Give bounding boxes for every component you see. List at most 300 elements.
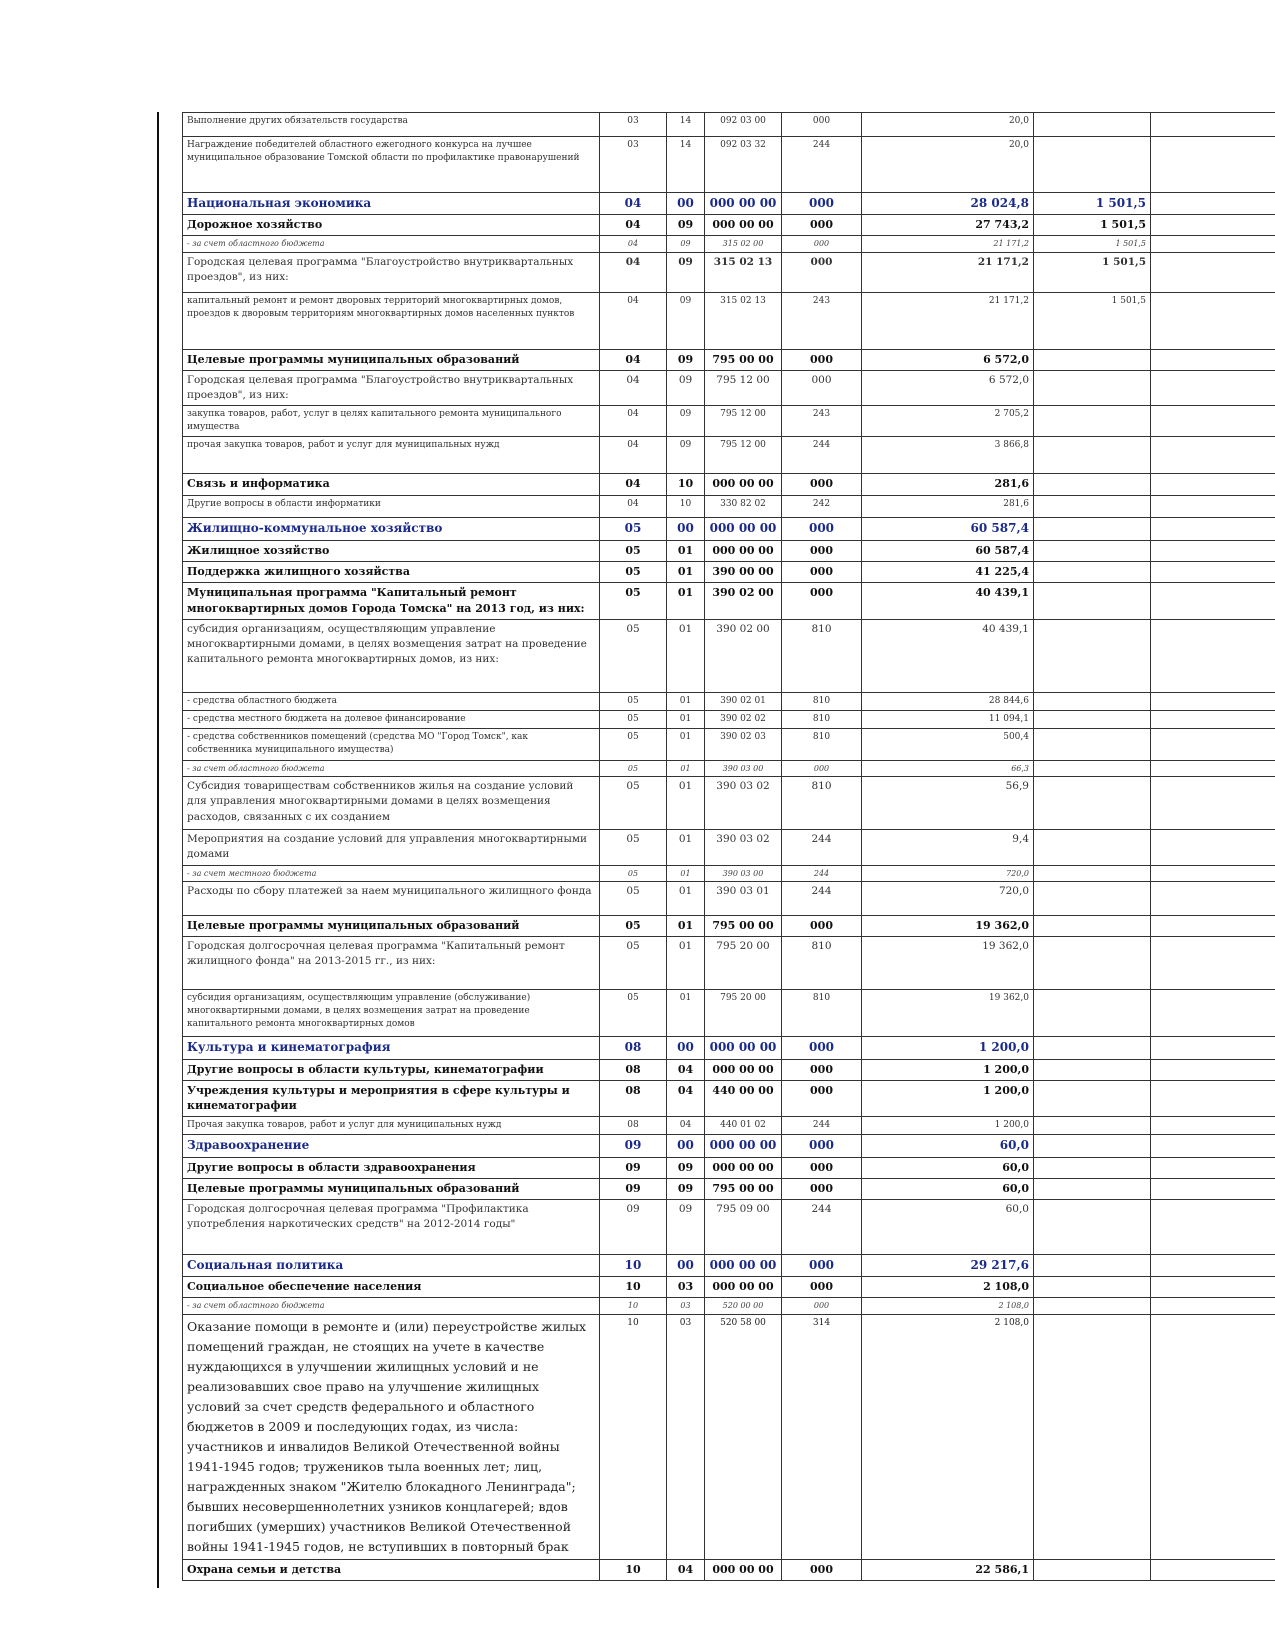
table-row xyxy=(183,370,1275,405)
expense-type-cell: 314 xyxy=(782,1314,862,1559)
empty-cell xyxy=(1151,1117,1275,1135)
expense-type-cell: 000 xyxy=(782,561,862,582)
amount-cell: 9,4 xyxy=(862,830,1034,865)
amount-secondary-cell xyxy=(1034,561,1151,582)
row-name-cell: Другие вопросы в области информатики xyxy=(183,496,600,518)
amount-cell: 11 094,1 xyxy=(862,710,1034,728)
subsection-code-cell: 01 xyxy=(667,582,705,619)
section-code-cell: 08 xyxy=(600,1080,667,1117)
amount-secondary-cell: 1 501,5 xyxy=(1034,236,1151,253)
target-article-cell: 795 00 00 xyxy=(705,916,782,937)
expense-type-cell: 810 xyxy=(782,990,862,1037)
section-code-cell: 04 xyxy=(600,292,667,349)
amount-cell: 21 171,2 xyxy=(862,252,1034,292)
target-article-cell: 520 00 00 xyxy=(705,1298,782,1315)
expense-type-cell: 000 xyxy=(782,349,862,370)
subsection-code-cell: 01 xyxy=(667,916,705,937)
empty-cell xyxy=(1151,1559,1275,1580)
amount-cell: 60,0 xyxy=(862,1178,1034,1199)
amount-secondary-cell: 1 501,5 xyxy=(1034,252,1151,292)
empty-cell xyxy=(1151,236,1275,253)
empty-cell xyxy=(1151,292,1275,349)
row-name-cell: - за счет областного бюджета xyxy=(183,236,600,253)
subsection-code-cell: 01 xyxy=(667,777,705,830)
section-code-cell: 05 xyxy=(600,692,667,710)
amount-cell: 500,4 xyxy=(862,728,1034,760)
table-row xyxy=(183,1559,1275,1580)
empty-cell xyxy=(1151,882,1275,916)
expense-type-cell: 000 xyxy=(782,1080,862,1117)
amount-cell: 281,6 xyxy=(862,474,1034,496)
table-row xyxy=(183,113,1275,137)
expense-type-cell: 244 xyxy=(782,1199,862,1254)
target-article-cell: 390 00 00 xyxy=(705,561,782,582)
expense-type-cell: 810 xyxy=(782,937,862,990)
expense-type-cell: 000 xyxy=(782,1298,862,1315)
amount-cell: 2 108,0 xyxy=(862,1314,1034,1559)
expense-type-cell: 000 xyxy=(782,1135,862,1157)
target-article-cell: 092 03 00 xyxy=(705,113,782,137)
row-name-cell: - средства собственников помещений (средства МО "Город Томск", как собственника муниципального имущества) xyxy=(183,728,600,760)
row-name-cell: - за счет областного бюджета xyxy=(183,760,600,777)
empty-cell xyxy=(1151,937,1275,990)
row-name-cell: Дорожное хозяйство xyxy=(183,215,600,236)
row-name-cell: Городская целевая программа "Благоустройство внутриквартальных проездов", из них: xyxy=(183,370,600,405)
section-code-cell: 05 xyxy=(600,518,667,540)
empty-cell xyxy=(1151,137,1275,193)
subsection-code-cell: 09 xyxy=(667,215,705,236)
subsection-code-cell: 03 xyxy=(667,1277,705,1298)
row-name-cell: Выполнение других обязательств государства xyxy=(183,113,600,137)
subsection-code-cell: 04 xyxy=(667,1117,705,1135)
budget-table xyxy=(182,112,1275,1581)
section-code-cell: 08 xyxy=(600,1059,667,1080)
section-code-cell: 08 xyxy=(600,1037,667,1059)
target-article-cell: 330 82 02 xyxy=(705,496,782,518)
amount-secondary-cell xyxy=(1034,882,1151,916)
table-row xyxy=(183,1157,1275,1178)
table-row xyxy=(183,1314,1275,1559)
amount-cell: 720,0 xyxy=(862,865,1034,882)
amount-secondary-cell xyxy=(1034,1199,1151,1254)
row-name-cell: Оказание помощи в ремонте и (или) переустройстве жилых помещений граждан, не стоящих на учете в качестве нуждающихся в улучшении жилищных условий и не реализовавших свое право на улучшение жилищных условий за счет средств федерального и областного бюджетов в 2009 и последующих годах, из числа: участников и инвалидов Великой Отечественной войны 1941-1945 годов; тружеников тыла военных лет; лиц, награжденных знаком "Жителю блокадного Ленинграда"; бывших несовершеннолетних узников концлагерей; вдов погибших (умерших) участников Великой Отечественной войны 1941-1945 годов, не вступивших в повторный брак xyxy=(183,1314,600,1559)
expense-type-cell: 000 xyxy=(782,1559,862,1580)
amount-secondary-cell xyxy=(1034,1080,1151,1117)
target-article-cell: 520 58 00 xyxy=(705,1314,782,1559)
empty-cell xyxy=(1151,540,1275,561)
amount-secondary-cell: 1 501,5 xyxy=(1034,292,1151,349)
empty-cell xyxy=(1151,1277,1275,1298)
amount-secondary-cell xyxy=(1034,728,1151,760)
target-article-cell: 000 00 00 xyxy=(705,518,782,540)
target-article-cell: 795 12 00 xyxy=(705,406,782,437)
expense-type-cell: 243 xyxy=(782,292,862,349)
amount-cell: 2 705,2 xyxy=(862,406,1034,437)
expense-type-cell: 000 xyxy=(782,518,862,540)
table-row xyxy=(183,137,1275,193)
empty-cell xyxy=(1151,496,1275,518)
row-name-cell: Муниципальная программа "Капитальный ремонт многоквартирных домов Города Томска" на 2013 год, из них: xyxy=(183,582,600,619)
expense-type-cell: 000 xyxy=(782,1254,862,1276)
section-code-cell: 05 xyxy=(600,830,667,865)
section-code-cell: 10 xyxy=(600,1277,667,1298)
section-code-cell: 04 xyxy=(600,193,667,215)
section-code-cell: 03 xyxy=(600,137,667,193)
amount-cell: 60,0 xyxy=(862,1199,1034,1254)
row-name-cell: Прочая закупка товаров, работ и услуг для муниципальных нужд xyxy=(183,1117,600,1135)
subsection-code-cell: 03 xyxy=(667,1298,705,1315)
amount-cell: 21 171,2 xyxy=(862,292,1034,349)
amount-secondary-cell xyxy=(1034,937,1151,990)
amount-secondary-cell xyxy=(1034,1298,1151,1315)
row-name-cell: Городская целевая программа "Благоустройство внутриквартальных проездов", из них: xyxy=(183,252,600,292)
subsection-code-cell: 01 xyxy=(667,882,705,916)
subsection-code-cell: 04 xyxy=(667,1080,705,1117)
amount-cell: 66,3 xyxy=(862,760,1034,777)
subsection-code-cell: 14 xyxy=(667,113,705,137)
target-article-cell: 390 02 03 xyxy=(705,728,782,760)
amount-secondary-cell xyxy=(1034,582,1151,619)
expense-type-cell: 242 xyxy=(782,496,862,518)
expense-type-cell: 000 xyxy=(782,370,862,405)
expense-type-cell: 000 xyxy=(782,113,862,137)
amount-secondary-cell xyxy=(1034,865,1151,882)
table-row xyxy=(183,937,1275,990)
empty-cell xyxy=(1151,1059,1275,1080)
expense-type-cell: 000 xyxy=(782,1277,862,1298)
row-name-cell: капитальный ремонт и ремонт дворовых территорий многоквартирных домов, проездов к дворовым территориям многоквартирных домов населенных пунктов xyxy=(183,292,600,349)
section-code-cell: 05 xyxy=(600,728,667,760)
row-name-cell: - за счет местного бюджета xyxy=(183,865,600,882)
empty-cell xyxy=(1151,582,1275,619)
section-code-cell: 08 xyxy=(600,1117,667,1135)
table-row xyxy=(183,474,1275,496)
table-row xyxy=(183,1298,1275,1315)
table-row xyxy=(183,865,1275,882)
empty-cell xyxy=(1151,437,1275,474)
empty-cell xyxy=(1151,619,1275,692)
section-code-cell: 05 xyxy=(600,916,667,937)
empty-cell xyxy=(1151,1178,1275,1199)
table-row xyxy=(183,728,1275,760)
amount-cell: 22 586,1 xyxy=(862,1559,1034,1580)
expense-type-cell: 244 xyxy=(782,437,862,474)
amount-secondary-cell xyxy=(1034,777,1151,830)
table-row xyxy=(183,1037,1275,1059)
target-article-cell: 000 00 00 xyxy=(705,540,782,561)
subsection-code-cell: 01 xyxy=(667,760,705,777)
amount-secondary-cell xyxy=(1034,1135,1151,1157)
amount-secondary-cell xyxy=(1034,760,1151,777)
expense-type-cell: 810 xyxy=(782,692,862,710)
amount-cell: 29 217,6 xyxy=(862,1254,1034,1276)
amount-cell: 40 439,1 xyxy=(862,582,1034,619)
empty-cell xyxy=(1151,406,1275,437)
section-code-cell: 04 xyxy=(600,437,667,474)
expense-type-cell: 810 xyxy=(782,728,862,760)
row-name-cell: Городская долгосрочная целевая программа "Профилактика употребления наркотических средств" на 2012-2014 годы" xyxy=(183,1199,600,1254)
table-row xyxy=(183,582,1275,619)
table-row xyxy=(183,518,1275,540)
expense-type-cell: 810 xyxy=(782,777,862,830)
amount-secondary-cell xyxy=(1034,349,1151,370)
table-row xyxy=(183,349,1275,370)
expense-type-cell: 244 xyxy=(782,830,862,865)
amount-secondary-cell xyxy=(1034,137,1151,193)
empty-cell xyxy=(1151,252,1275,292)
target-article-cell: 795 20 00 xyxy=(705,937,782,990)
empty-cell xyxy=(1151,692,1275,710)
expense-type-cell: 244 xyxy=(782,882,862,916)
target-article-cell: 000 00 00 xyxy=(705,1059,782,1080)
table-row xyxy=(183,830,1275,865)
row-name-cell: - средства местного бюджета на долевое финансирование xyxy=(183,710,600,728)
row-name-cell: Целевые программы муниципальных образований xyxy=(183,1178,600,1199)
table-row xyxy=(183,760,1275,777)
amount-secondary-cell xyxy=(1034,437,1151,474)
expense-type-cell: 000 xyxy=(782,582,862,619)
table-row xyxy=(183,437,1275,474)
row-name-cell: Другие вопросы в области здравоохранения xyxy=(183,1157,600,1178)
table-row xyxy=(183,1059,1275,1080)
budget-table-body xyxy=(183,113,1275,1581)
amount-cell: 2 108,0 xyxy=(862,1277,1034,1298)
amount-cell: 1 200,0 xyxy=(862,1037,1034,1059)
table-row xyxy=(183,1178,1275,1199)
row-name-cell: Жилищно-коммунальное хозяйство xyxy=(183,518,600,540)
amount-secondary-cell xyxy=(1034,1559,1151,1580)
amount-secondary-cell xyxy=(1034,496,1151,518)
subsection-code-cell: 10 xyxy=(667,496,705,518)
section-code-cell: 05 xyxy=(600,777,667,830)
section-code-cell: 04 xyxy=(600,349,667,370)
subsection-code-cell: 09 xyxy=(667,1157,705,1178)
table-row xyxy=(183,1277,1275,1298)
subsection-code-cell: 09 xyxy=(667,292,705,349)
subsection-code-cell: 10 xyxy=(667,474,705,496)
section-code-cell: 05 xyxy=(600,561,667,582)
subsection-code-cell: 04 xyxy=(667,1059,705,1080)
subsection-code-cell: 01 xyxy=(667,937,705,990)
empty-cell xyxy=(1151,113,1275,137)
subsection-code-cell: 09 xyxy=(667,1199,705,1254)
section-code-cell: 05 xyxy=(600,540,667,561)
amount-secondary-cell xyxy=(1034,1178,1151,1199)
section-code-cell: 04 xyxy=(600,406,667,437)
target-article-cell: 390 02 02 xyxy=(705,710,782,728)
amount-cell: 28 844,6 xyxy=(862,692,1034,710)
table-row xyxy=(183,1199,1275,1254)
amount-secondary-cell xyxy=(1034,1157,1151,1178)
subsection-code-cell: 01 xyxy=(667,710,705,728)
section-code-cell: 04 xyxy=(600,252,667,292)
row-name-cell: Социальная политика xyxy=(183,1254,600,1276)
target-article-cell: 000 00 00 xyxy=(705,1157,782,1178)
row-name-cell: Учреждения культуры и мероприятия в сфере культуры и кинематографии xyxy=(183,1080,600,1117)
section-code-cell: 05 xyxy=(600,882,667,916)
section-code-cell: 10 xyxy=(600,1314,667,1559)
row-name-cell: Здравоохранение xyxy=(183,1135,600,1157)
row-name-cell: Другие вопросы в области культуры, кинематографии xyxy=(183,1059,600,1080)
section-code-cell: 04 xyxy=(600,474,667,496)
subsection-code-cell: 09 xyxy=(667,406,705,437)
amount-secondary-cell xyxy=(1034,990,1151,1037)
row-name-cell: закупка товаров, работ, услуг в целях капитального ремонта муниципального имущества xyxy=(183,406,600,437)
section-code-cell: 03 xyxy=(600,113,667,137)
target-article-cell: 390 02 01 xyxy=(705,692,782,710)
empty-cell xyxy=(1151,1135,1275,1157)
amount-secondary-cell xyxy=(1034,370,1151,405)
amount-cell: 6 572,0 xyxy=(862,349,1034,370)
empty-cell xyxy=(1151,916,1275,937)
table-row xyxy=(183,1135,1275,1157)
row-name-cell: Охрана семьи и детства xyxy=(183,1559,600,1580)
section-code-cell: 05 xyxy=(600,990,667,1037)
table-row xyxy=(183,193,1275,215)
table-row xyxy=(183,692,1275,710)
subsection-code-cell: 09 xyxy=(667,437,705,474)
section-code-cell: 10 xyxy=(600,1254,667,1276)
target-article-cell: 000 00 00 xyxy=(705,1559,782,1580)
subsection-code-cell: 04 xyxy=(667,1559,705,1580)
section-code-cell: 10 xyxy=(600,1298,667,1315)
amount-cell: 21 171,2 xyxy=(862,236,1034,253)
row-name-cell: Целевые программы муниципальных образований xyxy=(183,916,600,937)
amount-cell: 41 225,4 xyxy=(862,561,1034,582)
amount-cell: 20,0 xyxy=(862,113,1034,137)
expense-type-cell: 000 xyxy=(782,215,862,236)
amount-secondary-cell xyxy=(1034,1277,1151,1298)
target-article-cell: 000 00 00 xyxy=(705,1135,782,1157)
target-article-cell: 390 03 02 xyxy=(705,777,782,830)
amount-secondary-cell xyxy=(1034,1254,1151,1276)
subsection-code-cell: 14 xyxy=(667,137,705,193)
amount-secondary-cell xyxy=(1034,1059,1151,1080)
amount-secondary-cell: 1 501,5 xyxy=(1034,215,1151,236)
amount-cell: 1 200,0 xyxy=(862,1080,1034,1117)
subsection-code-cell: 01 xyxy=(667,540,705,561)
empty-cell xyxy=(1151,865,1275,882)
target-article-cell: 390 03 00 xyxy=(705,865,782,882)
section-code-cell: 09 xyxy=(600,1178,667,1199)
section-code-cell: 10 xyxy=(600,1559,667,1580)
target-article-cell: 000 00 00 xyxy=(705,215,782,236)
table-row xyxy=(183,406,1275,437)
target-article-cell: 795 12 00 xyxy=(705,370,782,405)
amount-cell: 2 108,0 xyxy=(862,1298,1034,1315)
subsection-code-cell: 01 xyxy=(667,990,705,1037)
amount-secondary-cell xyxy=(1034,916,1151,937)
subsection-code-cell: 01 xyxy=(667,561,705,582)
empty-cell xyxy=(1151,728,1275,760)
table-row xyxy=(183,777,1275,830)
subsection-code-cell: 01 xyxy=(667,830,705,865)
empty-cell xyxy=(1151,193,1275,215)
empty-cell xyxy=(1151,1037,1275,1059)
expense-type-cell: 244 xyxy=(782,865,862,882)
empty-cell xyxy=(1151,215,1275,236)
amount-cell: 27 743,2 xyxy=(862,215,1034,236)
amount-secondary-cell xyxy=(1034,474,1151,496)
row-name-cell: Национальная экономика xyxy=(183,193,600,215)
target-article-cell: 000 00 00 xyxy=(705,193,782,215)
table-row xyxy=(183,882,1275,916)
amount-cell: 19 362,0 xyxy=(862,990,1034,1037)
section-code-cell: 05 xyxy=(600,760,667,777)
left-margin-rule xyxy=(157,112,159,1588)
expense-type-cell: 000 xyxy=(782,1178,862,1199)
target-article-cell: 440 01 02 xyxy=(705,1117,782,1135)
table-row xyxy=(183,990,1275,1037)
amount-cell: 60,0 xyxy=(862,1157,1034,1178)
amount-cell: 19 362,0 xyxy=(862,916,1034,937)
empty-cell xyxy=(1151,830,1275,865)
amount-cell: 1 200,0 xyxy=(862,1059,1034,1080)
section-code-cell: 04 xyxy=(600,370,667,405)
target-article-cell: 000 00 00 xyxy=(705,1037,782,1059)
amount-secondary-cell xyxy=(1034,692,1151,710)
expense-type-cell: 000 xyxy=(782,1157,862,1178)
section-code-cell: 05 xyxy=(600,937,667,990)
amount-cell: 720,0 xyxy=(862,882,1034,916)
target-article-cell: 315 02 13 xyxy=(705,292,782,349)
subsection-code-cell: 01 xyxy=(667,728,705,760)
row-name-cell: Целевые программы муниципальных образований xyxy=(183,349,600,370)
section-code-cell: 09 xyxy=(600,1157,667,1178)
amount-secondary-cell xyxy=(1034,1117,1151,1135)
table-row xyxy=(183,619,1275,692)
target-article-cell: 795 09 00 xyxy=(705,1199,782,1254)
amount-cell: 40 439,1 xyxy=(862,619,1034,692)
expense-type-cell: 000 xyxy=(782,236,862,253)
target-article-cell: 092 03 32 xyxy=(705,137,782,193)
row-name-cell: прочая закупка товаров, работ и услуг для муниципальных нужд xyxy=(183,437,600,474)
expense-type-cell: 000 xyxy=(782,1037,862,1059)
expense-type-cell: 000 xyxy=(782,540,862,561)
subsection-code-cell: 00 xyxy=(667,1135,705,1157)
row-name-cell: Расходы по сбору платежей за наем муниципального жилищного фонда xyxy=(183,882,600,916)
amount-cell: 19 362,0 xyxy=(862,937,1034,990)
subsection-code-cell: 01 xyxy=(667,865,705,882)
empty-cell xyxy=(1151,1199,1275,1254)
section-code-cell: 04 xyxy=(600,496,667,518)
section-code-cell: 05 xyxy=(600,582,667,619)
subsection-code-cell: 09 xyxy=(667,1178,705,1199)
amount-cell: 56,9 xyxy=(862,777,1034,830)
table-row xyxy=(183,710,1275,728)
target-article-cell: 390 03 01 xyxy=(705,882,782,916)
target-article-cell: 795 00 00 xyxy=(705,349,782,370)
expense-type-cell: 243 xyxy=(782,406,862,437)
section-code-cell: 05 xyxy=(600,865,667,882)
amount-secondary-cell xyxy=(1034,1037,1151,1059)
subsection-code-cell: 09 xyxy=(667,236,705,253)
row-name-cell: Субсидия товариществам собственников жилья на создание условий для управления многоквартирными домами в целях возмещения расходов, связанных с их созданием xyxy=(183,777,600,830)
target-article-cell: 315 02 00 xyxy=(705,236,782,253)
amount-secondary-cell xyxy=(1034,113,1151,137)
target-article-cell: 795 12 00 xyxy=(705,437,782,474)
subsection-code-cell: 03 xyxy=(667,1314,705,1559)
target-article-cell: 390 02 00 xyxy=(705,619,782,692)
expense-type-cell: 000 xyxy=(782,760,862,777)
table-row xyxy=(183,236,1275,253)
empty-cell xyxy=(1151,1314,1275,1559)
expense-type-cell: 810 xyxy=(782,619,862,692)
row-name-cell: Жилищное хозяйство xyxy=(183,540,600,561)
row-name-cell: субсидия организациям, осуществляющим управление (обслуживание) многоквартирными домами, в целях возмещения затрат на проведение капитального ремонта многоквартирных домов xyxy=(183,990,600,1037)
amount-secondary-cell xyxy=(1034,1314,1151,1559)
amount-secondary-cell: 1 501,5 xyxy=(1034,193,1151,215)
